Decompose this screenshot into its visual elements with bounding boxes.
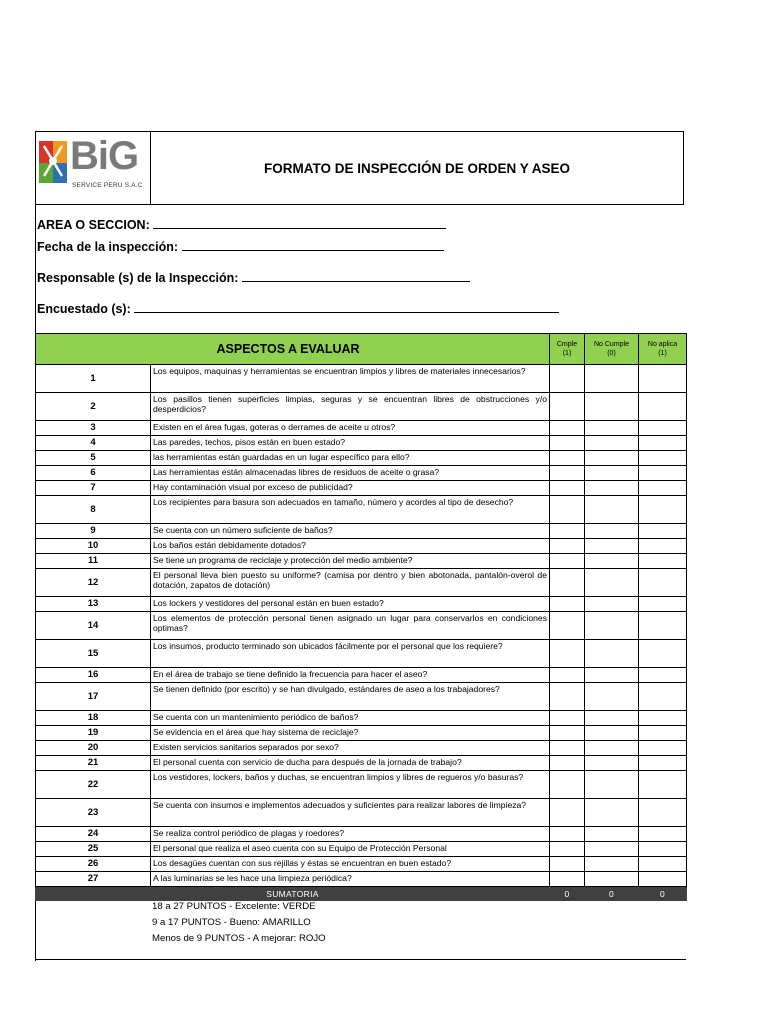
item-question: Se cuenta con un mantenimiento periódico de baños? [151,711,550,726]
cumple-cell[interactable] [550,799,585,827]
cumple-cell[interactable] [550,569,585,597]
no-aplica-cell[interactable] [639,741,687,756]
encuestado-field [37,301,559,316]
no-aplica-cell[interactable] [639,612,687,640]
cumple-cell[interactable] [550,756,585,771]
item-number: 19 [36,726,151,741]
logo-subtext: SERVICE PERU S.A.C [72,182,143,189]
item-number: 20 [36,741,151,756]
no-cumple-cell[interactable] [585,569,639,597]
no-cumple-cell[interactable] [585,842,639,857]
form-title: FORMATO DE INSPECCIÓN DE ORDEN Y ASEO [263,160,571,176]
evaluation-table [35,333,687,901]
item-number: 17 [36,683,151,711]
item-number: 16 [36,668,151,683]
no-cumple-cell[interactable] [585,481,639,496]
area-field [37,217,446,232]
item-question: Los insumos, producto terminado son ubicados fácilmente por el personal que los requiere? [151,640,550,668]
table-row [36,827,687,842]
no-cumple-cell[interactable] [585,683,639,711]
no-cumple-cell[interactable] [585,726,639,741]
no-aplica-cell[interactable] [639,597,687,612]
item-number: 25 [36,842,151,857]
item-number: 27 [36,872,151,887]
item-number: 7 [36,481,151,496]
no-aplica-cell[interactable] [639,640,687,668]
sheet-border-bottom [35,959,686,960]
no-aplica-cell[interactable] [639,771,687,799]
no-aplica-cell[interactable] [639,857,687,872]
cumple-cell[interactable] [550,554,585,569]
cumple-cell[interactable] [550,393,585,421]
area-label: AREA O SECCION: [37,218,150,232]
table-row [36,612,687,640]
cumple-cell[interactable] [550,496,585,524]
item-question: Las herramientas están almacenadas libres de residuos de aceite o grasa? [151,466,550,481]
item-number: 10 [36,539,151,554]
responsable-input-line[interactable] [242,270,470,282]
no-aplica-cell[interactable] [639,569,687,597]
item-question: Los pasillos tienen superficies limpias, seguras y se encuentran libres de obstrucciones y/o desperdicios? [151,393,550,421]
cumple-cell[interactable] [550,466,585,481]
no-cumple-cell[interactable] [585,612,639,640]
cumple-cell[interactable] [550,597,585,612]
item-question: Se tienen definido (por escrito) y se han divulgado, estándares de aseo a los trabajadores? [151,683,550,711]
aspectos-header-spacer [36,334,151,365]
table-row [36,726,687,741]
cumple-cell[interactable] [550,612,585,640]
no-aplica-cell[interactable] [639,554,687,569]
table-row [36,496,687,524]
item-number: 6 [36,466,151,481]
table-row [36,756,687,771]
no-cumple-cell[interactable] [585,799,639,827]
cumple-cell[interactable] [550,640,585,668]
item-number: 14 [36,612,151,640]
item-number: 8 [36,496,151,524]
no-aplica-cell[interactable] [639,496,687,524]
item-question: Se cuenta con un número suficiente de baños? [151,524,550,539]
cumple-cell[interactable] [550,481,585,496]
no-aplica-cell[interactable] [639,842,687,857]
item-question: El personal lleva bien puesto su uniforme? (camisa por dentro y bien abotonada, pantalón-overol de dotación, zapatos de dotación) [151,569,550,597]
no-aplica-cell[interactable] [639,466,687,481]
item-number: 12 [36,569,151,597]
cumple-cell[interactable] [550,711,585,726]
company-logo [36,132,151,204]
item-question: Se evidencia en el área que hay sistema de reciclaje? [151,726,550,741]
item-number: 2 [36,393,151,421]
no-cumple-cell[interactable] [585,597,639,612]
no-cumple-cell[interactable] [585,741,639,756]
item-number: 1 [36,365,151,393]
cumple-cell[interactable] [550,539,585,554]
encuestado-input-line[interactable] [134,301,559,313]
table-row [36,799,687,827]
item-question: Los desagües cuentan con sus rejillas y éstas se encuentran en buen estado? [151,857,550,872]
no-aplica-cell[interactable] [639,365,687,393]
no-aplica-cell[interactable] [639,393,687,421]
encuestado-label: Encuestado (s): [37,302,131,316]
table-row [36,365,687,393]
item-question: El personal que realiza el aseo cuenta con su Equipo de Protección Personal [151,842,550,857]
item-question: A las luminarias se les hace una limpieza periódica? [151,872,550,887]
item-number: 22 [36,771,151,799]
table-row [36,857,687,872]
table-row [36,640,687,668]
area-input-line[interactable] [153,217,446,229]
no-aplica-cell[interactable] [639,481,687,496]
item-question: Las paredes, techos, pisos están en buen estado? [151,436,550,451]
table-row [36,451,687,466]
logo-text: BiG [70,134,139,178]
cumple-cell[interactable] [550,726,585,741]
sumatoria-row [36,887,687,901]
item-number: 4 [36,436,151,451]
item-question: Se cuenta con insumos e implementos adecuados y suficientes para realizar labores de limpieza? [151,799,550,827]
cumple-cell[interactable] [550,872,585,887]
table-row [36,481,687,496]
item-question: Existen en el área fugas, goteras o derrames de aceite u otros? [151,421,550,436]
legend-amarillo: 9 a 17 PUNTOS - Bueno: AMARILLO [152,917,311,928]
cumple-cell[interactable] [550,827,585,842]
item-question: las herramientas están guardadas en un lugar específico para ello? [151,451,550,466]
no-cumple-cell[interactable] [585,640,639,668]
table-row [36,741,687,756]
no-aplica-cell[interactable] [639,668,687,683]
item-question: Existen servicios sanitarios separados por sexo? [151,741,550,756]
item-number: 21 [36,756,151,771]
no-cumple-cell[interactable] [585,466,639,481]
cumple-cell[interactable] [550,436,585,451]
no-aplica-header: No aplica (1) [639,334,687,365]
no-cumple-cell[interactable] [585,393,639,421]
no-cumple-cell[interactable] [585,451,639,466]
no-cumple-cell[interactable] [585,857,639,872]
cumple-cell[interactable] [550,771,585,799]
item-number: 15 [36,640,151,668]
no-cumple-cell[interactable] [585,711,639,726]
table-row [36,668,687,683]
responsable-label: Responsable (s) de la Inspección: [37,271,239,285]
cumple-cell[interactable] [550,683,585,711]
no-cumple-cell[interactable] [585,524,639,539]
no-cumple-cell[interactable] [585,668,639,683]
item-number: 24 [36,827,151,842]
no-aplica-cell[interactable] [639,539,687,554]
responsable-field [37,270,470,285]
fecha-field [37,239,444,254]
table-row [36,711,687,726]
table-row [36,466,687,481]
table-row [36,393,687,421]
item-number: 11 [36,554,151,569]
sumatoria-cumple: 0 [550,887,585,901]
cumple-cell[interactable] [550,842,585,857]
item-question: Los recipientes para basura son adecuados en tamaño, número y acordes al tipo de desecho? [151,496,550,524]
item-question: Los elementos de protección personal tienen asignado un lugar para conservarlos en condiciones optimas? [151,612,550,640]
no-cumple-header: No Cumple (0) [585,334,639,365]
no-cumple-cell[interactable] [585,365,639,393]
item-question: Se realiza control periódico de plagas y roedores? [151,827,550,842]
item-number: 18 [36,711,151,726]
cumple-header: Cmple (1) [550,334,585,365]
no-aplica-cell[interactable] [639,451,687,466]
item-question: Hay contaminación visual por exceso de publicidad? [151,481,550,496]
table-row [36,524,687,539]
no-aplica-cell[interactable] [639,683,687,711]
no-cumple-cell[interactable] [585,554,639,569]
no-aplica-cell[interactable] [639,827,687,842]
no-aplica-cell[interactable] [639,421,687,436]
table-row [36,872,687,887]
item-question: Los vestidores, lockers, baños y duchas, se encuentran limpios y libres de regueros y/o basuras? [151,771,550,799]
cumple-cell[interactable] [550,741,585,756]
fecha-label: Fecha de la inspección: [37,240,179,254]
item-question: El personal cuenta con servicio de ducha para después de la jornada de trabajo? [151,756,550,771]
no-aplica-cell[interactable] [639,799,687,827]
no-cumple-cell[interactable] [585,539,639,554]
item-number: 13 [36,597,151,612]
item-number: 3 [36,421,151,436]
aspectos-header: ASPECTOS A EVALUAR [151,334,550,365]
item-number: 23 [36,799,151,827]
cumple-cell[interactable] [550,451,585,466]
cumple-cell[interactable] [550,668,585,683]
sumatoria-no-cumple: 0 [585,887,639,901]
no-aplica-cell[interactable] [639,756,687,771]
legend-rojo: Menos de 9 PUNTOS - A mejorar: ROJO [152,933,326,944]
form-header [35,131,684,205]
table-row [36,554,687,569]
item-question: Los baños están debidamente dotados? [151,539,550,554]
cumple-cell[interactable] [550,421,585,436]
item-number: 26 [36,857,151,872]
table-row [36,436,687,451]
fecha-input-line[interactable] [182,239,444,251]
no-cumple-cell[interactable] [585,771,639,799]
no-aplica-cell[interactable] [639,711,687,726]
table-row [36,569,687,597]
no-aplica-cell[interactable] [639,726,687,741]
item-question: Los equipos, maquinas y herramientas se encuentran limpios y libres de materiales innecesarios? [151,365,550,393]
table-header-row [36,334,687,365]
table-row [36,597,687,612]
no-cumple-cell[interactable] [585,756,639,771]
sumatoria-label: SUMATORIA [36,887,550,901]
legend-verde: 18 a 27 PUNTOS - Excelente: VERDE [152,901,316,912]
cumple-cell[interactable] [550,365,585,393]
no-aplica-cell[interactable] [639,872,687,887]
table-row [36,421,687,436]
item-question: Se tiene un programa de reciclaje y protección del medio ambiente? [151,554,550,569]
no-cumple-cell[interactable] [585,421,639,436]
no-aplica-cell[interactable] [639,524,687,539]
table-row [36,683,687,711]
item-question: En el área de trabajo se tiene definido la frecuencia para hacer el aseo? [151,668,550,683]
item-number: 5 [36,451,151,466]
no-cumple-cell[interactable] [585,872,639,887]
sumatoria-no-aplica: 0 [639,887,687,901]
no-cumple-cell[interactable] [585,436,639,451]
item-number: 9 [36,524,151,539]
no-cumple-cell[interactable] [585,827,639,842]
cumple-cell[interactable] [550,524,585,539]
cumple-cell[interactable] [550,857,585,872]
table-row [36,771,687,799]
item-question: Los lockers y vestidores del personal están en buen estado? [151,597,550,612]
table-row [36,539,687,554]
no-aplica-cell[interactable] [639,436,687,451]
no-cumple-cell[interactable] [585,496,639,524]
table-row [36,842,687,857]
